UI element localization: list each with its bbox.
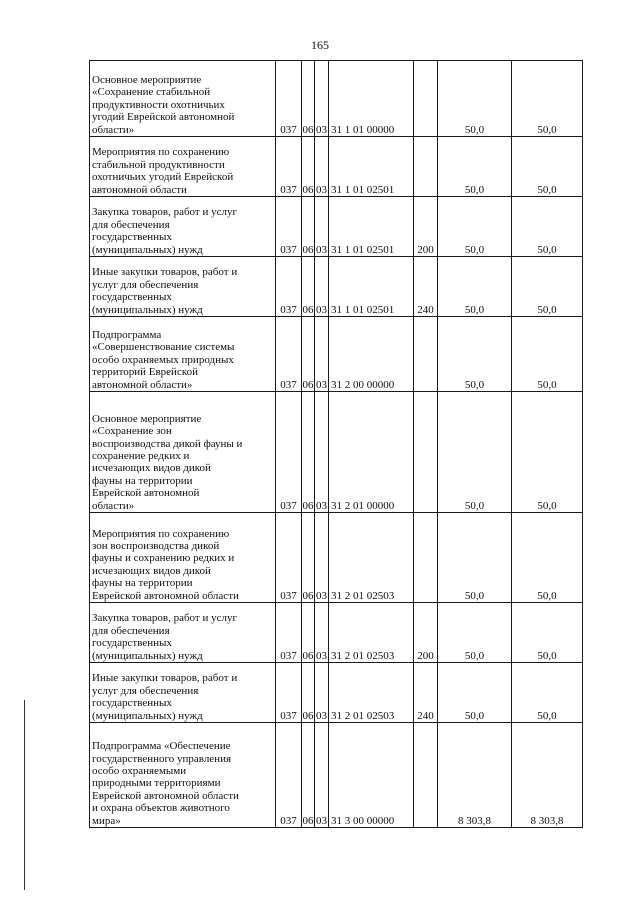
ved-code: 037 <box>276 723 302 828</box>
amount-year-1: 50,0 <box>438 137 512 197</box>
row-name: Иные закупки товаров, работ и услуг для обеспечения государственных (муниципальных) нужд <box>90 257 276 317</box>
amount-year-1: 8 303,8 <box>438 723 512 828</box>
amount-year-2: 50,0 <box>512 137 583 197</box>
row-name: Иные закупки товаров, работ и услуг для обеспечения государственных (муниципальных) нужд <box>90 663 276 723</box>
amount-year-2: 8 303,8 <box>512 723 583 828</box>
amount-year-2: 50,0 <box>512 257 583 317</box>
section-code: 06 <box>302 513 315 603</box>
subsection-code: 03 <box>315 137 329 197</box>
expense-type-code <box>414 392 438 513</box>
expense-type-code <box>414 513 438 603</box>
amount-year-1: 50,0 <box>438 392 512 513</box>
amount-year-1: 50,0 <box>438 197 512 257</box>
ved-code: 037 <box>276 392 302 513</box>
section-code: 06 <box>302 603 315 663</box>
row-name: Мероприятия по сохранению стабильной продуктивности охотничьих угодий Еврейской автономной области <box>90 137 276 197</box>
amount-year-2: 50,0 <box>512 392 583 513</box>
subsection-code: 03 <box>315 392 329 513</box>
table-row <box>90 513 583 603</box>
expense-type-code: 200 <box>414 603 438 663</box>
amount-year-2: 50,0 <box>512 197 583 257</box>
expense-type-code <box>414 723 438 828</box>
budget-table <box>89 60 583 828</box>
table-row <box>90 663 583 723</box>
row-name: Подпрограмма «Совершенствование системы особо охраняемых природных территорий Еврейской автономной области» <box>90 317 276 392</box>
target-article-code: 31 2 01 00000 <box>329 392 414 513</box>
section-code: 06 <box>302 723 315 828</box>
amount-year-2: 50,0 <box>512 663 583 723</box>
section-code: 06 <box>302 61 315 137</box>
target-article-code: 31 3 00 00000 <box>329 723 414 828</box>
target-article-code: 31 1 01 02501 <box>329 197 414 257</box>
section-code: 06 <box>302 663 315 723</box>
ved-code: 037 <box>276 137 302 197</box>
section-code: 06 <box>302 257 315 317</box>
target-article-code: 31 2 01 02503 <box>329 603 414 663</box>
subsection-code: 03 <box>315 663 329 723</box>
amount-year-2: 50,0 <box>512 513 583 603</box>
ved-code: 037 <box>276 317 302 392</box>
section-code: 06 <box>302 197 315 257</box>
section-code: 06 <box>302 317 315 392</box>
ved-code: 037 <box>276 513 302 603</box>
amount-year-1: 50,0 <box>438 61 512 137</box>
subsection-code: 03 <box>315 257 329 317</box>
page-number: 165 <box>311 38 329 52</box>
table-row <box>90 723 583 828</box>
expense-type-code <box>414 61 438 137</box>
target-article-code: 31 2 01 02503 <box>329 513 414 603</box>
subsection-code: 03 <box>315 513 329 603</box>
amount-year-1: 50,0 <box>438 663 512 723</box>
expense-type-code <box>414 317 438 392</box>
subsection-code: 03 <box>315 723 329 828</box>
table-row <box>90 392 583 513</box>
target-article-code: 31 1 01 00000 <box>329 61 414 137</box>
scan-margin-line <box>24 700 25 890</box>
table-row <box>90 603 583 663</box>
row-name: Закупка товаров, работ и услуг для обеспечения государственных (муниципальных) нужд <box>90 197 276 257</box>
row-name: Мероприятия по сохранению зон воспроизводства дикой фауны и сохранению редких и исчезающих видов дикой фауны на территории Еврейской автономной области <box>90 513 276 603</box>
amount-year-1: 50,0 <box>438 513 512 603</box>
row-name: Закупка товаров, работ и услуг для обеспечения государственных (муниципальных) нужд <box>90 603 276 663</box>
target-article-code: 31 1 01 02501 <box>329 257 414 317</box>
expense-type-code <box>414 137 438 197</box>
row-name: Основное мероприятие «Сохранение стабильной продуктивности охотничьих угодий Еврейской автономной области» <box>90 61 276 137</box>
subsection-code: 03 <box>315 61 329 137</box>
ved-code: 037 <box>276 61 302 137</box>
amount-year-2: 50,0 <box>512 61 583 137</box>
table-row <box>90 197 583 257</box>
section-code: 06 <box>302 392 315 513</box>
amount-year-2: 50,0 <box>512 603 583 663</box>
amount-year-1: 50,0 <box>438 603 512 663</box>
target-article-code: 31 2 01 02503 <box>329 663 414 723</box>
section-code: 06 <box>302 137 315 197</box>
amount-year-1: 50,0 <box>438 257 512 317</box>
ved-code: 037 <box>276 257 302 317</box>
table-row <box>90 137 583 197</box>
table-row <box>90 317 583 392</box>
target-article-code: 31 1 01 02501 <box>329 137 414 197</box>
ved-code: 037 <box>276 663 302 723</box>
expense-type-code: 240 <box>414 663 438 723</box>
amount-year-2: 50,0 <box>512 317 583 392</box>
expense-type-code: 200 <box>414 197 438 257</box>
ved-code: 037 <box>276 197 302 257</box>
ved-code: 037 <box>276 603 302 663</box>
expense-type-code: 240 <box>414 257 438 317</box>
target-article-code: 31 2 00 00000 <box>329 317 414 392</box>
amount-year-1: 50,0 <box>438 317 512 392</box>
subsection-code: 03 <box>315 197 329 257</box>
table-row <box>90 257 583 317</box>
table-row <box>90 61 583 137</box>
row-name: Основное мероприятие «Сохранение зон воспроизводства дикой фауны и сохранение редких и исчезающих видов дикой фауны на территории Еврейской автономной области» <box>90 392 276 513</box>
subsection-code: 03 <box>315 603 329 663</box>
row-name: Подпрограмма «Обеспечение государственного управления особо охраняемыми природными территориями Еврейской автономной области и охрана объектов животного мира» <box>90 723 276 828</box>
subsection-code: 03 <box>315 317 329 392</box>
